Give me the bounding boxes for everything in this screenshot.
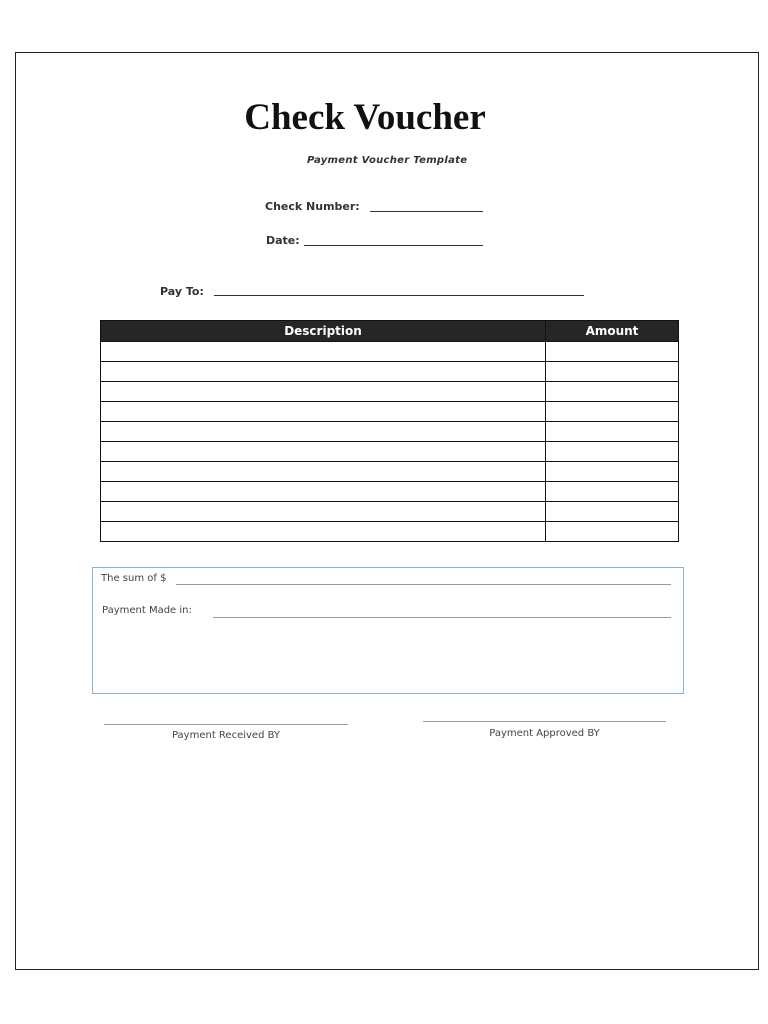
table-row [101,522,679,542]
table-row [101,422,679,442]
check-number-line[interactable] [370,211,483,212]
document-subtitle: Payment Voucher Template [307,155,468,166]
date-line[interactable] [304,245,483,246]
received-signature-line[interactable] [104,724,348,725]
amount-cell[interactable] [546,522,679,542]
table-row [101,342,679,362]
description-cell[interactable] [101,462,546,482]
table-row [101,382,679,402]
description-cell[interactable] [101,362,546,382]
description-cell[interactable] [101,482,546,502]
date-label: Date: [266,234,300,247]
table-row [101,402,679,422]
amount-cell[interactable] [546,442,679,462]
document-title: Check Voucher [244,97,486,138]
amount-cell[interactable] [546,362,679,382]
approved-signature-line[interactable] [423,721,666,722]
description-cell[interactable] [101,342,546,362]
description-cell[interactable] [101,382,546,402]
description-cell[interactable] [101,502,546,522]
amount-cell[interactable] [546,342,679,362]
sum-line[interactable] [176,584,671,585]
table-row [101,502,679,522]
amount-cell[interactable] [546,402,679,422]
amount-cell[interactable] [546,482,679,502]
payment-made-line[interactable] [213,617,671,618]
table-row [101,482,679,502]
pay-to-line[interactable] [214,295,584,296]
description-header: Description [101,321,546,342]
check-number-label: Check Number: [265,200,360,213]
amount-cell[interactable] [546,422,679,442]
table-row [101,362,679,382]
payment-made-label: Payment Made in: [102,605,192,616]
table-row [101,462,679,482]
approved-signature-label: Payment Approved BY [489,728,600,739]
description-cell[interactable] [101,402,546,422]
description-cell[interactable] [101,422,546,442]
table-row [101,442,679,462]
table-header-row [101,321,679,342]
pay-to-label: Pay To: [160,285,204,298]
received-signature-label: Payment Received BY [171,730,281,741]
line-items-table [100,320,679,542]
description-cell[interactable] [101,442,546,462]
amount-cell[interactable] [546,382,679,402]
amount-cell[interactable] [546,462,679,482]
amount-header: Amount [546,321,679,342]
amount-cell[interactable] [546,502,679,522]
sum-label: The sum of $ [101,573,167,584]
payment-details-box [92,567,684,694]
description-cell[interactable] [101,522,546,542]
